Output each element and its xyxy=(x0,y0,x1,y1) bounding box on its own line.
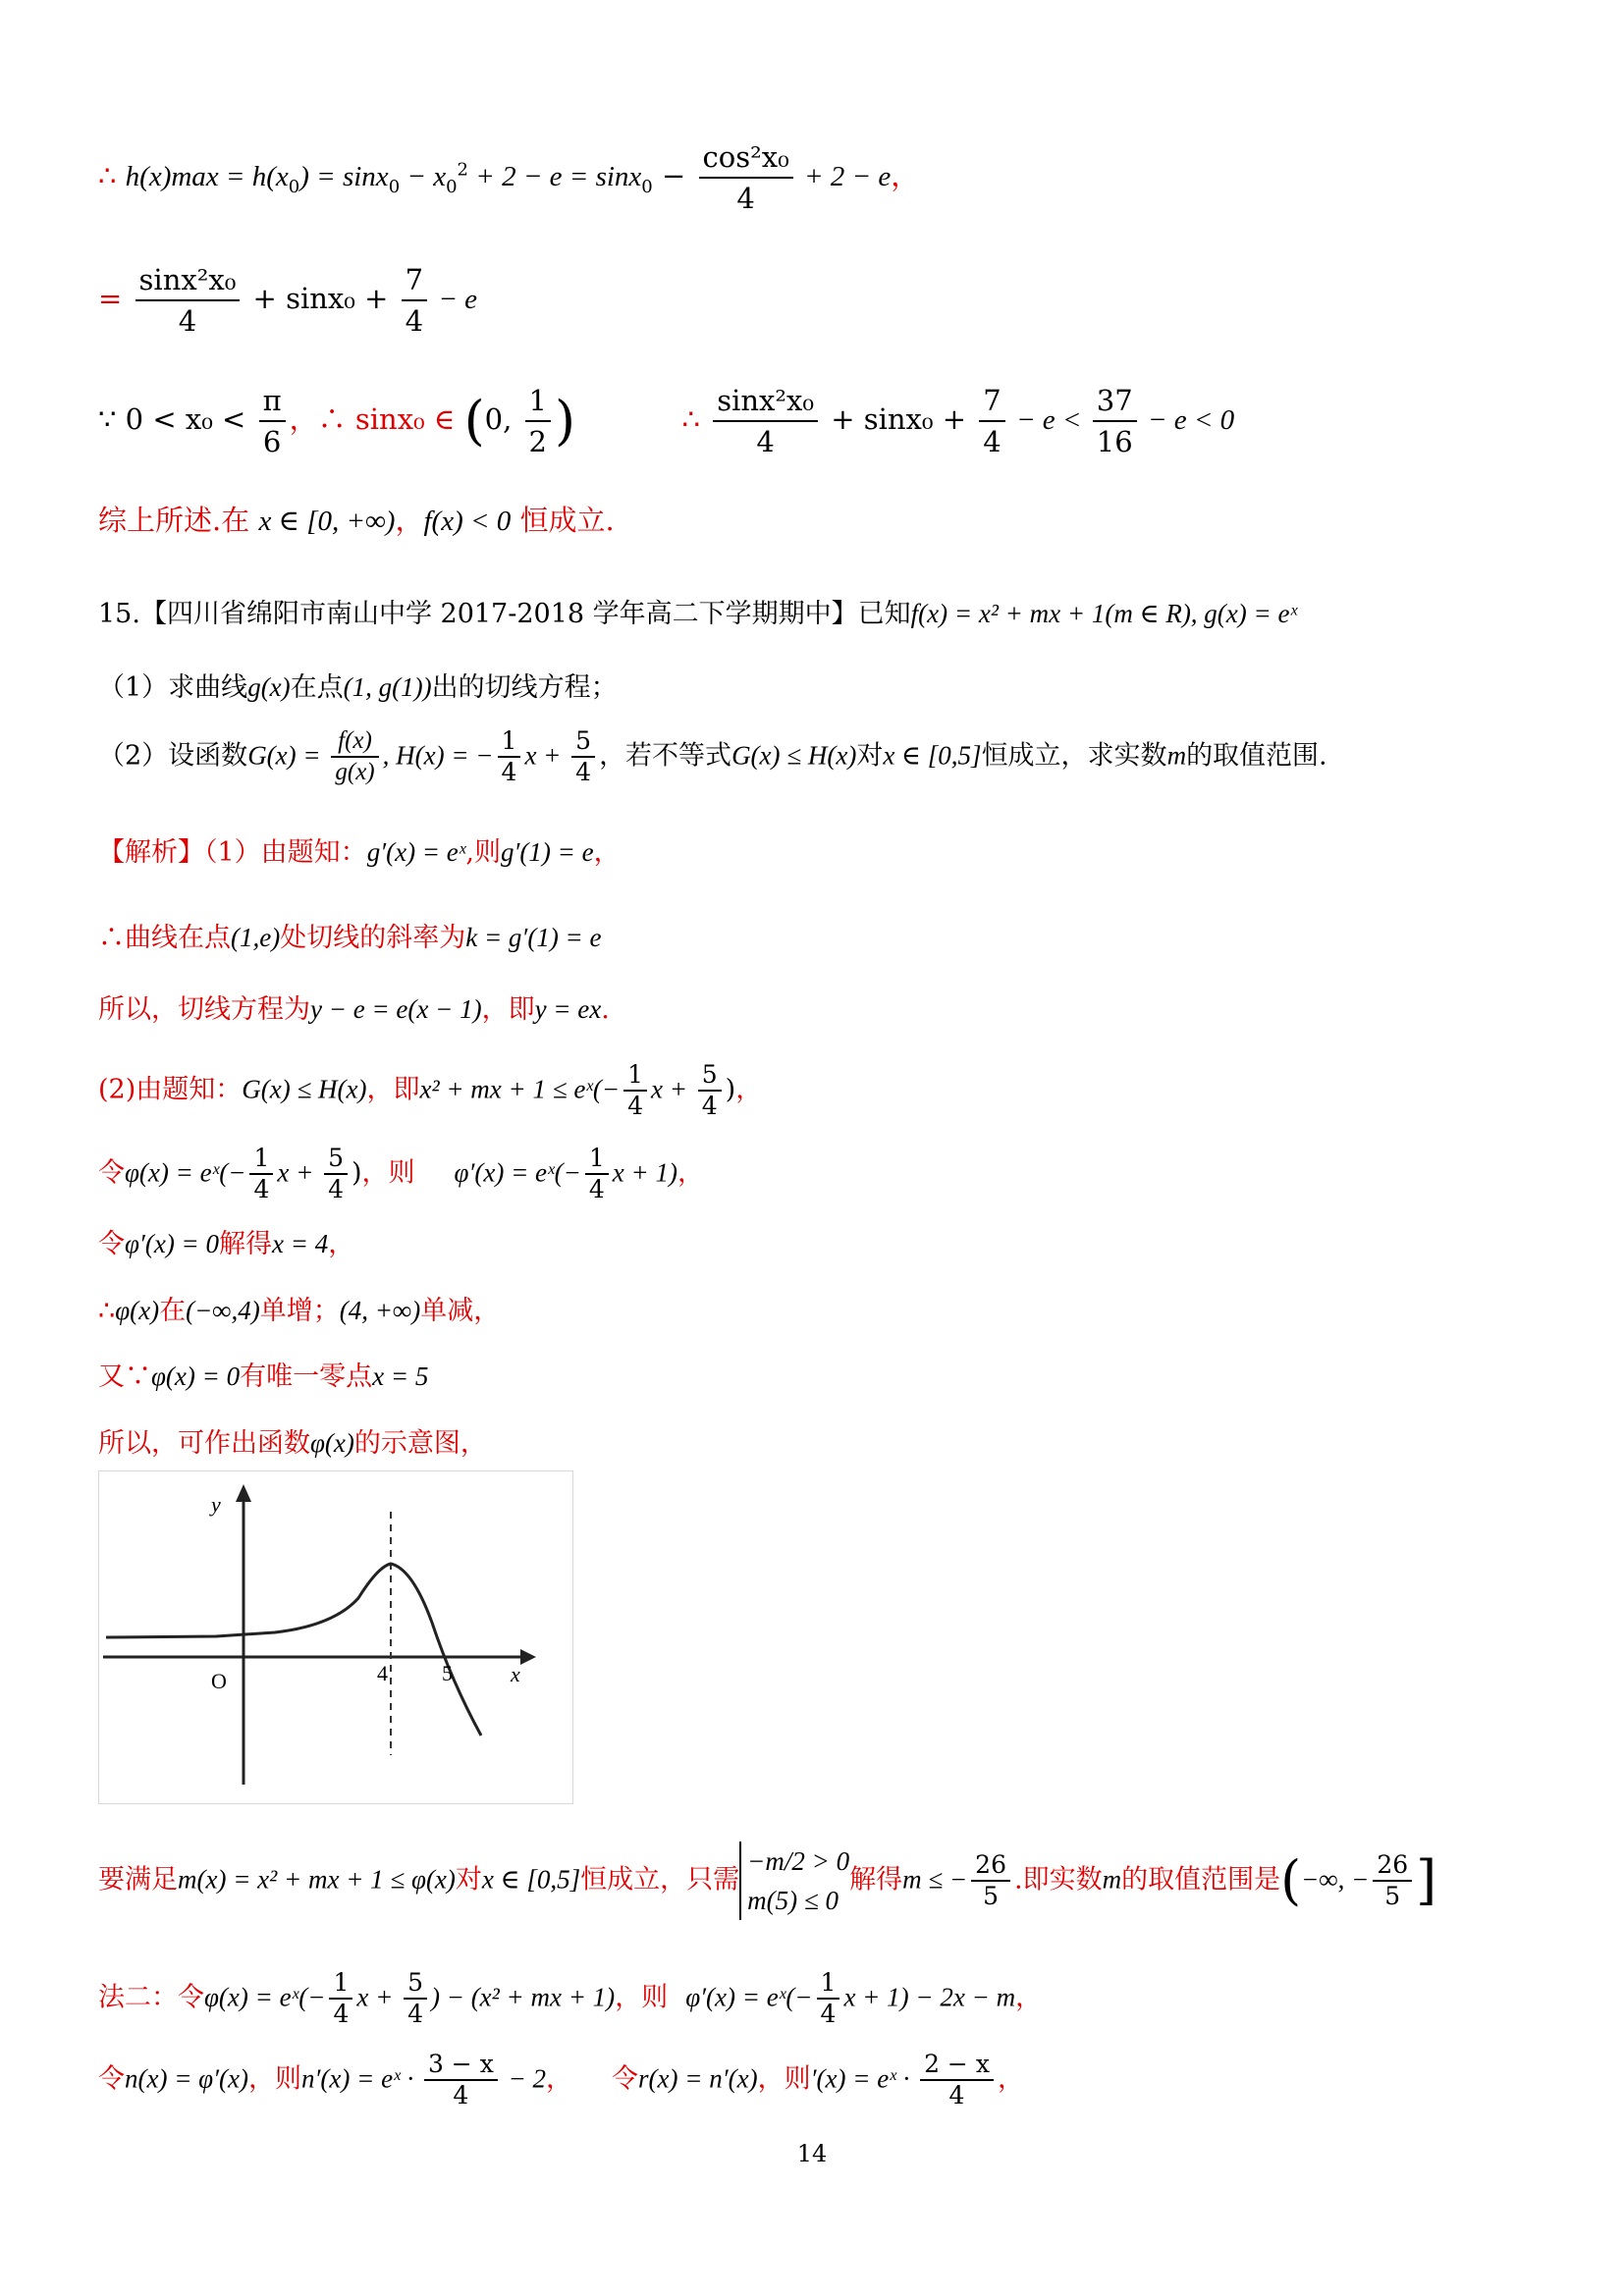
solution-n-r: 令n(x) = φ′(x)，则n′(x) = eˣ · $\frac{3 - x}{4}$ − 2， 令r(x) = n′(x)，则′(x) = eˣ · $\frac{2 - x}{4}$ ， xyxy=(98,2050,1024,2109)
solution-method2: 法二：令φ(x) = eˣ(− $\frac{1}{4}$ x + $\frac{5}{4}$ ) − (x² + mx + 1)，则 φ′(x) = eˣ(− $\frac{1}{4}$ x + 1) − 2x − m， xyxy=(98,1968,1043,2028)
origin-label: O xyxy=(211,1669,227,1693)
problem-15-title: 15.【四川省绵阳市南山中学 2017-2018 学年高二下学期期中】已知f(x) = x² + mx + 1(m ∈ R), g(x) = eˣ xyxy=(98,599,1298,629)
solution-slope: ∴曲线在点(1,e)处切线的斜率为k = g′(1) = e xyxy=(98,923,602,953)
solution-part2: (2)由题知：G(x) ≤ H(x)，即x² + mx + 1 ≤ eˣ(− $\frac{1}{4}$ x + $\frac{5}{4}$ )， xyxy=(98,1060,763,1120)
line-bounds: ∵ 0 < x₀ < $\frac{\pi}{6}$ ，∴ sinx₀ ∈ (0, $\frac{1}{2}$ ) ∴ $\frac{\text{sinx²x₀}}{4}$ + sinx₀ + $\frac{7}{4}$ − e < $\frac{37}{16}$ − e < 0 xyxy=(98,381,1234,461)
solution-zero: 又∵φ(x) = 0有唯一零点x = 5 xyxy=(98,1362,429,1392)
solution-monotonic: ∴φ(x)在(−∞,4)单增；(4, +∞)单减， xyxy=(98,1296,501,1326)
solution-condition: 要满足m(x) = x² + mx + 1 ≤ φ(x)对x ∈ [0,5]恒成立，只需 −m/2 > 0 m(5) ≤ 0 解得m ≤ − $\frac{26}{5}$ .即实数m的取值范围是(−∞, − $\frac{26}{5}$ ] xyxy=(98,1842,1436,1920)
solution-critical: 令φ′(x) = 0解得x = 4， xyxy=(98,1229,355,1259)
question-1: （1）求曲线g(x)在点(1, g(1))出的切线方程； xyxy=(98,672,618,703)
page-number: 14 xyxy=(796,2140,828,2167)
solution-phi: 令φ(x) = eˣ(− $\frac{1}{4}$ x + $\frac{5}{4}$ )，则 φ′(x) = eˣ(− $\frac{1}{4}$ x + 1)， xyxy=(98,1144,704,1203)
solution-tangent: 所以，切线方程为y − e = e(x − 1)，即y = ex. xyxy=(98,994,610,1025)
line-hmax: ∴ $h(x)\max = h(x_0) = \sin x_0 - x_0^2 + 2 - e = \sin x_0$ − $\frac{\text{cos²x₀}}{4}$ + 2 − e， xyxy=(98,137,919,218)
line-eq2: = $\frac{\text{sinx²x₀}}{4}$ + sinx₀ + $\frac{7}{4}$ − e xyxy=(98,260,477,341)
tick-4: 4 xyxy=(377,1661,388,1685)
x-axis-label: x xyxy=(511,1662,520,1686)
y-axis-label: y xyxy=(211,1492,221,1517)
line-conclusion: 综上所述.在 x ∈ [0, +∞)，f(x) < 0 恒成立. xyxy=(98,504,615,537)
solution-graph-intro: 所以，可作出函数φ(x)的示意图， xyxy=(98,1428,487,1459)
solution-part1: 【解析】（1）由题知：g′(x) = eˣ,则g′(1) = e， xyxy=(98,837,621,868)
tick-5: 5 xyxy=(442,1661,453,1685)
therefore-symbol: ∴ xyxy=(98,159,117,192)
phi-sketch-graph xyxy=(98,1470,573,1804)
question-2: （2）设函数G(x) = $\frac{f(x)}{g(x)}$ , H(x) = − $\frac{1}{4}$ x + $\frac{5}{4}$ ，若不等式G(x) ≤ H(x)对x ∈ [0,5]恒成立，求实数m的取值范围. xyxy=(98,726,1327,786)
